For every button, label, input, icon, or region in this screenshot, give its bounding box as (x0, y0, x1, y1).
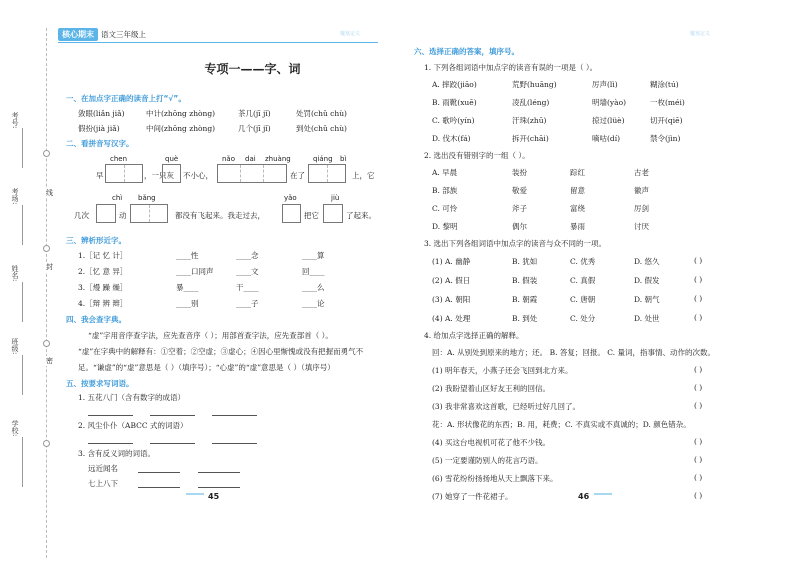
pinyin: jiù (331, 194, 340, 202)
answer-paren[interactable]: ( ) (694, 313, 703, 322)
page-num-deco (594, 493, 612, 497)
q3-r4-c: C. 处分 (570, 314, 596, 323)
writing-box[interactable] (282, 204, 301, 223)
q2-d2: 偶尔 (512, 222, 527, 231)
s1-r1-c1: 敛眼(liǎn jiǎ) (78, 109, 125, 118)
s3-r1-group: 1.［记 忆 计］ (78, 251, 128, 260)
kaochang-line (22, 205, 23, 245)
brand-subtitle: 语文三年级上 (101, 29, 146, 39)
s2-text: 早 (96, 171, 104, 180)
answer-line[interactable] (150, 415, 195, 416)
s4-line-3: 足。“谦虚”的“虚”意思是（ ）（填序号）；“心虚”的“虚”意思是（ ）（填序号） (78, 363, 335, 372)
q1-b4: 一枚(méi) (650, 98, 685, 107)
cut-mark-feng: 封 (46, 263, 53, 271)
s5-q2: 2. 风尘仆仆（ABCC 式的词语） (78, 421, 188, 430)
pinyin: zhuàng (265, 155, 291, 163)
answer-paren[interactable]: ( ) (694, 473, 703, 482)
s3-r4-a: ____别 (176, 299, 199, 308)
answer-paren[interactable]: ( ) (694, 437, 703, 446)
s5-word-2: 七上八下 (88, 479, 118, 488)
s1-r2-c2: 中间(zhōng zhòng) (146, 124, 216, 133)
s3-r2-b: ____文 (236, 267, 259, 276)
s1-r2-c1: 假扮(jià jiǎ) (78, 124, 120, 133)
xuexiao-label: 学校: (11, 420, 19, 437)
xingming-line (22, 282, 23, 322)
q3-r3-c: C. 唐朝 (570, 295, 596, 304)
q1-c3: 掠过(lüè) (592, 116, 625, 125)
q1-a4: 糊涂(tú) (650, 80, 679, 89)
section-2-heading: 二、看拼音写汉字。 (66, 139, 134, 148)
page-number-right: 46 (578, 492, 590, 501)
s3-r3-group: 3.［熳 躁 燥］ (78, 283, 128, 292)
pinyin: què (165, 155, 179, 163)
q3-r2-b: B. 假装 (512, 276, 538, 285)
q4-item: (2) 我盼望着山区好友王利的回信。 (432, 384, 551, 393)
answer-line[interactable] (212, 443, 257, 444)
page-title: 专项一——字、词 (204, 62, 301, 76)
s2-text: 都没有飞起来。我走过去， (175, 211, 265, 220)
q2-b2: 敬爱 (512, 186, 527, 195)
q4-item: (4) 买这台电视机可花了他不少钱。 (432, 438, 551, 447)
q1-b2: 凌乱(léng) (512, 98, 550, 107)
xuexiao-line (22, 437, 23, 487)
answer-paren[interactable]: ( ) (694, 365, 703, 374)
q3-r3-b: B. 朝霞 (512, 295, 538, 304)
q2-c2: 斧子 (512, 204, 527, 213)
writing-box[interactable] (308, 164, 346, 183)
q3-r1-a: (1) A. 幽静 (432, 257, 471, 266)
s3-r3-b: 干____ (236, 283, 259, 292)
q1-b1: B. 雨靴(xuē) (432, 98, 477, 107)
answer-paren[interactable]: ( ) (694, 401, 703, 410)
q4-item: (1) 明年春天，小燕子还会飞回到北方来。 (432, 366, 573, 375)
kaohao-line (22, 128, 23, 168)
q3-r4-d: D. 处世 (634, 314, 660, 323)
q2-a2: 装扮 (512, 168, 527, 177)
pinyin: bì (340, 155, 347, 163)
banji-line (22, 355, 23, 395)
kaochang-label: 考场: (11, 188, 19, 205)
answer-line[interactable] (88, 415, 133, 416)
cut-mark-mi: 密 (46, 357, 53, 365)
q1-d4: 禁令(jìn) (650, 134, 681, 143)
writing-box[interactable] (217, 164, 287, 183)
q1-a2: 荒野(huāng) (512, 80, 557, 89)
cut-dot (43, 440, 50, 447)
cut-dot (43, 150, 50, 157)
page-num-deco (186, 493, 204, 497)
section-5-heading: 五、按要求写词语。 (66, 379, 134, 388)
q2-b4: 徽声 (634, 186, 649, 195)
q4-def-hui: 回：A. 从别处到原来的地方；还。 B. 答复；回报。 C. 量词，指事情、动作的次数。 (432, 348, 715, 357)
answer-line[interactable] (198, 472, 240, 473)
s2-text: 不小心， (183, 171, 213, 180)
q4-item: (7) 她穿了一件花裙子。 (432, 492, 513, 501)
section-1-heading: 一、在加点字正确的读音上打“√”。 (66, 94, 186, 103)
answer-paren[interactable]: ( ) (694, 275, 703, 284)
s2-text: 几次 (74, 211, 89, 220)
page-number-left: 45 (208, 492, 220, 501)
binding-margin (0, 0, 50, 585)
q1-c4: 切开(qiē) (650, 116, 683, 125)
section-3-heading: 三、辨析形近字。 (66, 236, 126, 245)
xingming-label: 姓名: (11, 265, 19, 282)
s3-r2-a: ____口同声 (176, 267, 214, 276)
section-6-heading: 六、选择正确的答案，填序号。 (414, 47, 519, 56)
answer-paren[interactable]: ( ) (694, 294, 703, 303)
q1-a1: A. 摔跤(jiāo) (432, 80, 477, 89)
s3-r4-c: ____论 (302, 299, 325, 308)
q3-r1-b: B. 犹如 (512, 257, 538, 266)
answer-paren[interactable]: ( ) (694, 383, 703, 392)
pinyin: bǎng (138, 194, 156, 202)
s2-text: 上，它 (352, 171, 375, 180)
s2-text: 动 (119, 211, 127, 220)
section-4-heading: 四、我会查字典。 (66, 315, 126, 324)
q1-a3: 厉声(lì) (592, 80, 618, 89)
q2-d1: D. 黎明 (432, 222, 458, 231)
q2-a3: 踪红 (570, 168, 585, 177)
banji-label: 班级: (11, 338, 19, 355)
s3-r2-c: 回____ (302, 267, 325, 276)
q4-def-hua: 花：A. 形状像花的东西；B. 用，耗费；C. 不真实或不真诚的；D. 颜色错杂。 (432, 420, 691, 429)
q3-r4-b: B. 到处 (512, 314, 538, 323)
s3-r3-a: 暴____ (176, 283, 199, 292)
writing-box[interactable] (130, 204, 168, 223)
q3-r2-c: C. 真假 (570, 276, 596, 285)
q3-r2-a: (2) A. 假日 (432, 276, 471, 285)
q3-r4-a: (4) A. 处理 (432, 314, 471, 323)
q2-d3: 暴雨 (570, 222, 585, 231)
s2-text: 把它 (304, 211, 319, 220)
answer-line[interactable] (212, 415, 257, 416)
s1-r2-c4: 到处(chǔ chù) (296, 124, 347, 133)
q3-r1-d: D. 悠久 (634, 257, 660, 266)
q1-b3: 明墙(yào) (592, 98, 627, 107)
answer-line[interactable] (138, 472, 180, 473)
answer-line[interactable] (150, 443, 195, 444)
brand-header (58, 28, 146, 40)
s3-r3-c: ____么 (302, 283, 325, 292)
answer-line[interactable] (138, 487, 180, 488)
pinyin: chì (112, 194, 123, 202)
answer-line[interactable] (88, 443, 133, 444)
q1-d1: D. 伐木(fá) (432, 134, 471, 143)
pinyin: nǎo (222, 155, 236, 163)
s3-r4-group: 4.［辩 辨 辫］ (78, 299, 128, 308)
q1-c1: C. 歌吟(yín) (432, 116, 475, 125)
q1-d3: 嘀咕(dí) (592, 134, 621, 143)
s3-r1-c: ____算 (302, 251, 325, 260)
s3-r1-b: ____念 (236, 251, 259, 260)
s1-r1-c4: 处罚(chǔ chù) (296, 109, 347, 118)
q3-r3-a: (3) A. 朝阳 (432, 295, 471, 304)
q4-stem: 4. 给加点字选择正确的解释。 (424, 331, 524, 340)
s2-text: 在了 (290, 171, 305, 180)
q2-a1: A. 早晨 (432, 168, 458, 177)
answer-paren[interactable]: ( ) (694, 256, 703, 265)
header-faint-left: 魔塞定义 (340, 31, 361, 37)
q4-item: (6) 雪花纷纷扬扬地从天上飘落下来。 (432, 474, 558, 483)
pinyin: dai (245, 155, 256, 163)
header-faint-right: 魔塞定义 (690, 31, 711, 37)
header-rule-left (58, 42, 378, 43)
s1-r2-c3: 几个(jī jǐ) (238, 124, 271, 133)
q2-a4: 古老 (634, 168, 649, 177)
q3-r3-d: D. 朝气 (634, 295, 660, 304)
s4-line-2: “虚”在字典中的解释有：①空着；②空虚；③虚心；④因心里惭愧或没有把握而勇气不 (78, 347, 364, 356)
writing-box[interactable] (105, 164, 143, 183)
pinyin: qiáng (313, 155, 333, 163)
s3-r4-b: ____子 (236, 299, 259, 308)
answer-paren[interactable]: ( ) (694, 491, 703, 500)
q1-stem: 1. 下列各组词语中加点字的读音有误的一项是（ ）。 (424, 63, 598, 72)
kaohao-label: 考号: (11, 112, 19, 129)
cut-dot (43, 340, 50, 347)
brand-logo: 核心期末 (58, 28, 98, 41)
s5-word-1: 远近闻名 (88, 464, 118, 473)
cut-dot (43, 245, 50, 252)
s3-r1-a: ____性 (176, 251, 199, 260)
q2-c3: 富绕 (570, 204, 585, 213)
q3-r1-c: C. 优秀 (570, 257, 596, 266)
answer-paren[interactable]: ( ) (694, 455, 703, 464)
q1-d2: 拆开(chāi) (512, 134, 549, 143)
answer-line[interactable] (198, 487, 240, 488)
pinyin: yǎo (284, 194, 297, 202)
s2-text: ，一只灰 (144, 171, 174, 180)
q1-c2: 汗珠(zhū) (512, 116, 547, 125)
s2-text: 了起来。 (346, 211, 376, 220)
cut-line (46, 28, 47, 558)
s5-q1: 1. 五花八门（含有数字的成语） (78, 393, 186, 402)
q2-c4: 厉剑 (634, 204, 649, 213)
q3-r2-d: D. 假发 (634, 276, 660, 285)
s1-r1-c3: 茶几(jī jǐ) (238, 109, 271, 118)
q2-d4: 讨厌 (634, 222, 649, 231)
q3-stem: 3. 选出下列各组词语中加点字的读音与众不同的一项。 (424, 239, 607, 248)
writing-box[interactable] (162, 164, 181, 183)
s3-r2-group: 2.［忆 意 异］ (78, 267, 128, 276)
s5-q3: 3. 含有反义词的词语。 (78, 449, 156, 458)
q4-item: (5) 一定要谨防别人的花言巧语。 (432, 456, 543, 465)
q2-b3: 留意 (570, 186, 585, 195)
cut-mark-xian: 线 (46, 189, 53, 197)
s4-line-1: “虚”字用音序查字法，应先查音序（ ）；用部首查字法，应先查部首（ ）。 (88, 331, 333, 340)
q2-c1: C. 可怜 (432, 204, 458, 213)
s1-r1-c2: 中计(zhōng zhòng) (146, 109, 216, 118)
q2-stem: 2. 选出没有错别字的一组（ ）。 (424, 151, 530, 160)
q4-item: (3) 我非常喜欢这首歌，已经听过好几回了。 (432, 402, 581, 411)
writing-box[interactable] (96, 204, 116, 223)
writing-box[interactable] (323, 204, 343, 223)
q2-b1: B. 部族 (432, 186, 458, 195)
pinyin: chen (110, 155, 128, 163)
